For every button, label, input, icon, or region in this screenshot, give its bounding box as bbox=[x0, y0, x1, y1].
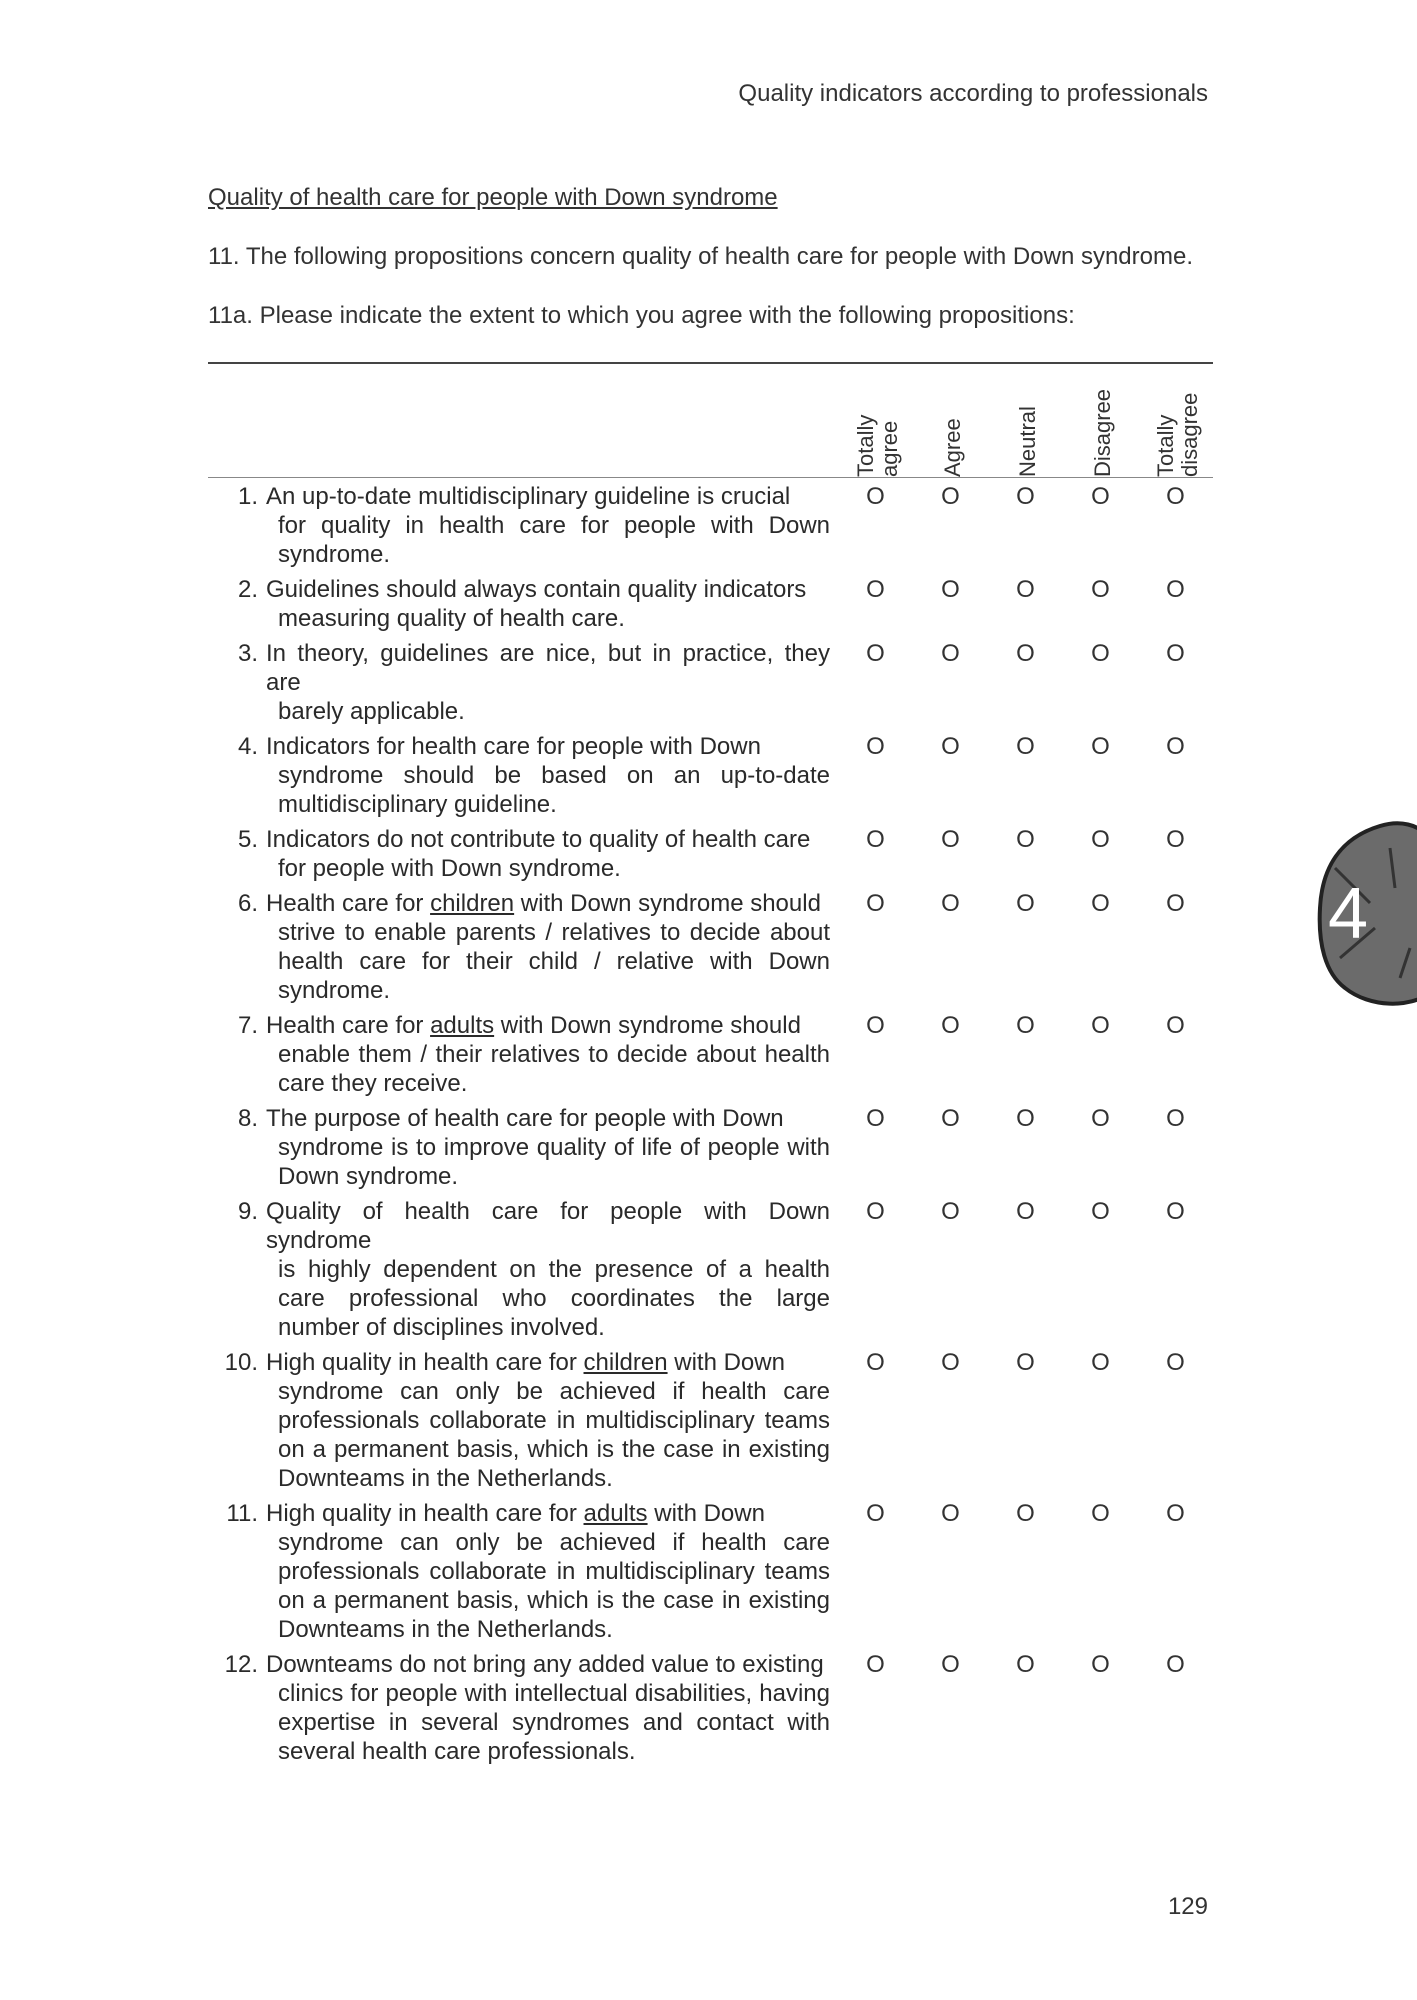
running-header: Quality indicators according to professionals bbox=[738, 80, 1208, 107]
emphasized-word: children bbox=[430, 890, 515, 917]
radio-agree-1[interactable]: O bbox=[941, 483, 960, 510]
proposition-text: In theory, guidelines are nice, but in practice, they are barely applicable. bbox=[266, 640, 830, 725]
proposition-row-4 bbox=[208, 732, 1213, 819]
column-header-agree: Agree bbox=[940, 418, 965, 477]
proposition-number: 6. bbox=[237, 890, 258, 917]
proposition-number: 1. bbox=[237, 483, 258, 510]
radio-neutral-10[interactable]: O bbox=[1016, 1349, 1035, 1376]
radio-totally-disagree-10[interactable]: O bbox=[1166, 1349, 1185, 1376]
proposition-text: High quality in health care for children with Down syndrome can only be achieved if health care professionals collaborate in multidisciplinary teams on a permanent basis, which is the case in existing Downteams in the Netherlands. bbox=[266, 1349, 830, 1492]
proposition-row-6 bbox=[208, 889, 1213, 1005]
proposition-row-3 bbox=[208, 639, 1213, 726]
radio-disagree-9[interactable]: O bbox=[1091, 1198, 1110, 1225]
radio-totally-disagree-4[interactable]: O bbox=[1166, 733, 1185, 760]
radio-agree-7[interactable]: O bbox=[941, 1012, 960, 1039]
radio-totally-agree-11[interactable]: O bbox=[866, 1500, 885, 1527]
radio-totally-disagree-3[interactable]: O bbox=[1166, 640, 1185, 667]
radio-totally-agree-6[interactable]: O bbox=[866, 890, 885, 917]
proposition-number: 7. bbox=[237, 1012, 258, 1039]
proposition-text: Downteams do not bring any added value to existing clinics for people with intellectual disabilities, having expertise in several syndromes and contact with several health care professionals. bbox=[266, 1651, 830, 1765]
radio-disagree-6[interactable]: O bbox=[1091, 890, 1110, 917]
radio-agree-9[interactable]: O bbox=[941, 1198, 960, 1225]
radio-totally-disagree-5[interactable]: O bbox=[1166, 826, 1185, 853]
section-title: Quality of health care for people with Down syndrome bbox=[208, 184, 778, 211]
radio-disagree-1[interactable]: O bbox=[1091, 483, 1110, 510]
proposition-row-9 bbox=[208, 1197, 1213, 1342]
radio-totally-agree-7[interactable]: O bbox=[866, 1012, 885, 1039]
proposition-row-8 bbox=[208, 1104, 1213, 1191]
emphasized-word: adults bbox=[583, 1500, 648, 1527]
radio-totally-agree-3[interactable]: O bbox=[866, 640, 885, 667]
radio-neutral-1[interactable]: O bbox=[1016, 483, 1035, 510]
radio-totally-disagree-8[interactable]: O bbox=[1166, 1105, 1185, 1132]
emphasized-word: adults bbox=[430, 1012, 495, 1039]
proposition-text: High quality in health care for adults with Down syndrome can only be achieved if health care professionals collaborate in multidisciplinary teams on a permanent basis, which is the case in existing Downteams in the Netherlands. bbox=[266, 1500, 830, 1643]
proposition-text: The purpose of health care for people with Down syndrome is to improve quality of life of people with Down syndrome. bbox=[266, 1105, 830, 1190]
proposition-row-11 bbox=[208, 1499, 1213, 1644]
radio-disagree-10[interactable]: O bbox=[1091, 1349, 1110, 1376]
radio-totally-agree-1[interactable]: O bbox=[866, 483, 885, 510]
radio-agree-8[interactable]: O bbox=[941, 1105, 960, 1132]
column-header-neutral: Neutral bbox=[1015, 406, 1040, 477]
radio-disagree-4[interactable]: O bbox=[1091, 733, 1110, 760]
radio-totally-disagree-9[interactable]: O bbox=[1166, 1198, 1185, 1225]
proposition-number: 2. bbox=[237, 576, 258, 603]
proposition-number: 5. bbox=[237, 826, 258, 853]
chapter-tab bbox=[1300, 808, 1417, 1013]
proposition-number: 10. bbox=[224, 1349, 258, 1376]
table-top-rule bbox=[208, 362, 1213, 364]
proposition-row-2 bbox=[208, 575, 1213, 633]
radio-agree-10[interactable]: O bbox=[941, 1349, 960, 1376]
radio-disagree-2[interactable]: O bbox=[1091, 576, 1110, 603]
radio-totally-disagree-11[interactable]: O bbox=[1166, 1500, 1185, 1527]
proposition-number: 12. bbox=[224, 1651, 258, 1678]
emphasized-word: children bbox=[583, 1349, 668, 1376]
radio-disagree-11[interactable]: O bbox=[1091, 1500, 1110, 1527]
proposition-row-12 bbox=[208, 1650, 1213, 1766]
radio-totally-disagree-6[interactable]: O bbox=[1166, 890, 1185, 917]
radio-disagree-12[interactable]: O bbox=[1091, 1651, 1110, 1678]
table-header-rule bbox=[208, 477, 1213, 478]
radio-totally-agree-5[interactable]: O bbox=[866, 826, 885, 853]
radio-totally-agree-4[interactable]: O bbox=[866, 733, 885, 760]
radio-agree-11[interactable]: O bbox=[941, 1500, 960, 1527]
radio-totally-disagree-12[interactable]: O bbox=[1166, 1651, 1185, 1678]
proposition-number: 3. bbox=[237, 640, 258, 667]
radio-neutral-9[interactable]: O bbox=[1016, 1198, 1035, 1225]
proposition-number: 8. bbox=[237, 1105, 258, 1132]
column-header-totally-agree: Totally agree bbox=[853, 414, 902, 477]
radio-disagree-8[interactable]: O bbox=[1091, 1105, 1110, 1132]
proposition-text: Quality of health care for people with Down syndrome is highly dependent on the presence of a health care professional who coordinates the large number of disciplines involved. bbox=[266, 1198, 830, 1341]
radio-totally-agree-2[interactable]: O bbox=[866, 576, 885, 603]
radio-disagree-5[interactable]: O bbox=[1091, 826, 1110, 853]
radio-totally-disagree-1[interactable]: O bbox=[1166, 483, 1185, 510]
column-header-totally-disagree: Totally disagree bbox=[1153, 392, 1202, 477]
column-header-disagree: Disagree bbox=[1090, 388, 1115, 477]
proposition-number: 9. bbox=[237, 1198, 258, 1225]
radio-totally-disagree-2[interactable]: O bbox=[1166, 576, 1185, 603]
proposition-text: Indicators do not contribute to quality of health care for people with Down syndrome. bbox=[266, 826, 811, 882]
proposition-row-10 bbox=[208, 1348, 1213, 1493]
question-11a-text: 11a. Please indicate the extent to which you agree with the following propositions: bbox=[208, 302, 1075, 329]
radio-neutral-8[interactable]: O bbox=[1016, 1105, 1035, 1132]
proposition-number: 4. bbox=[237, 733, 258, 760]
radio-agree-4[interactable]: O bbox=[941, 733, 960, 760]
proposition-text: Guidelines should always contain quality indicators measuring quality of health care. bbox=[266, 576, 807, 632]
radio-neutral-7[interactable]: O bbox=[1016, 1012, 1035, 1039]
radio-neutral-3[interactable]: O bbox=[1016, 640, 1035, 667]
radio-neutral-4[interactable]: O bbox=[1016, 733, 1035, 760]
radio-totally-agree-12[interactable]: O bbox=[866, 1651, 885, 1678]
proposition-row-7 bbox=[208, 1011, 1213, 1098]
proposition-number: 11. bbox=[226, 1500, 258, 1527]
proposition-text: An up-to-date multidisciplinary guideline is crucial for quality in health care for people with Down syndrome. bbox=[266, 483, 830, 568]
radio-agree-5[interactable]: O bbox=[941, 826, 960, 853]
radio-neutral-12[interactable]: O bbox=[1016, 1651, 1035, 1678]
page-number: 129 bbox=[1167, 1893, 1208, 1920]
proposition-row-1 bbox=[208, 482, 1213, 569]
radio-neutral-11[interactable]: O bbox=[1016, 1500, 1035, 1527]
chapter-tab-graphic bbox=[1300, 808, 1417, 1013]
radio-totally-agree-8[interactable]: O bbox=[866, 1105, 885, 1132]
radio-neutral-2[interactable]: O bbox=[1016, 576, 1035, 603]
chapter-number: 4 bbox=[1328, 874, 1369, 954]
radio-agree-2[interactable]: O bbox=[941, 576, 960, 603]
radio-totally-agree-9[interactable]: O bbox=[866, 1198, 885, 1225]
radio-totally-agree-10[interactable]: O bbox=[866, 1349, 885, 1376]
radio-agree-6[interactable]: O bbox=[941, 890, 960, 917]
radio-neutral-5[interactable]: O bbox=[1016, 826, 1035, 853]
proposition-text: Health care for children with Down syndrome should strive to enable parents / relatives to decide about health care for their child / relative with Down syndrome. bbox=[266, 890, 830, 1004]
proposition-row-5 bbox=[208, 825, 1213, 883]
proposition-text: Health care for adults with Down syndrome should enable them / their relatives to decide about health care they receive. bbox=[266, 1012, 830, 1097]
radio-disagree-3[interactable]: O bbox=[1091, 640, 1110, 667]
proposition-text: Indicators for health care for people with Down syndrome should be based on an up-to-date multidisciplinary guideline. bbox=[266, 733, 830, 818]
radio-neutral-6[interactable]: O bbox=[1016, 890, 1035, 917]
radio-agree-3[interactable]: O bbox=[941, 640, 960, 667]
question-11-text: 11. The following propositions concern quality of health care for people with Down syndrome. bbox=[208, 243, 1193, 270]
radio-agree-12[interactable]: O bbox=[941, 1651, 960, 1678]
radio-disagree-7[interactable]: O bbox=[1091, 1012, 1110, 1039]
proposition-table bbox=[208, 482, 1213, 1772]
radio-totally-disagree-7[interactable]: O bbox=[1166, 1012, 1185, 1039]
